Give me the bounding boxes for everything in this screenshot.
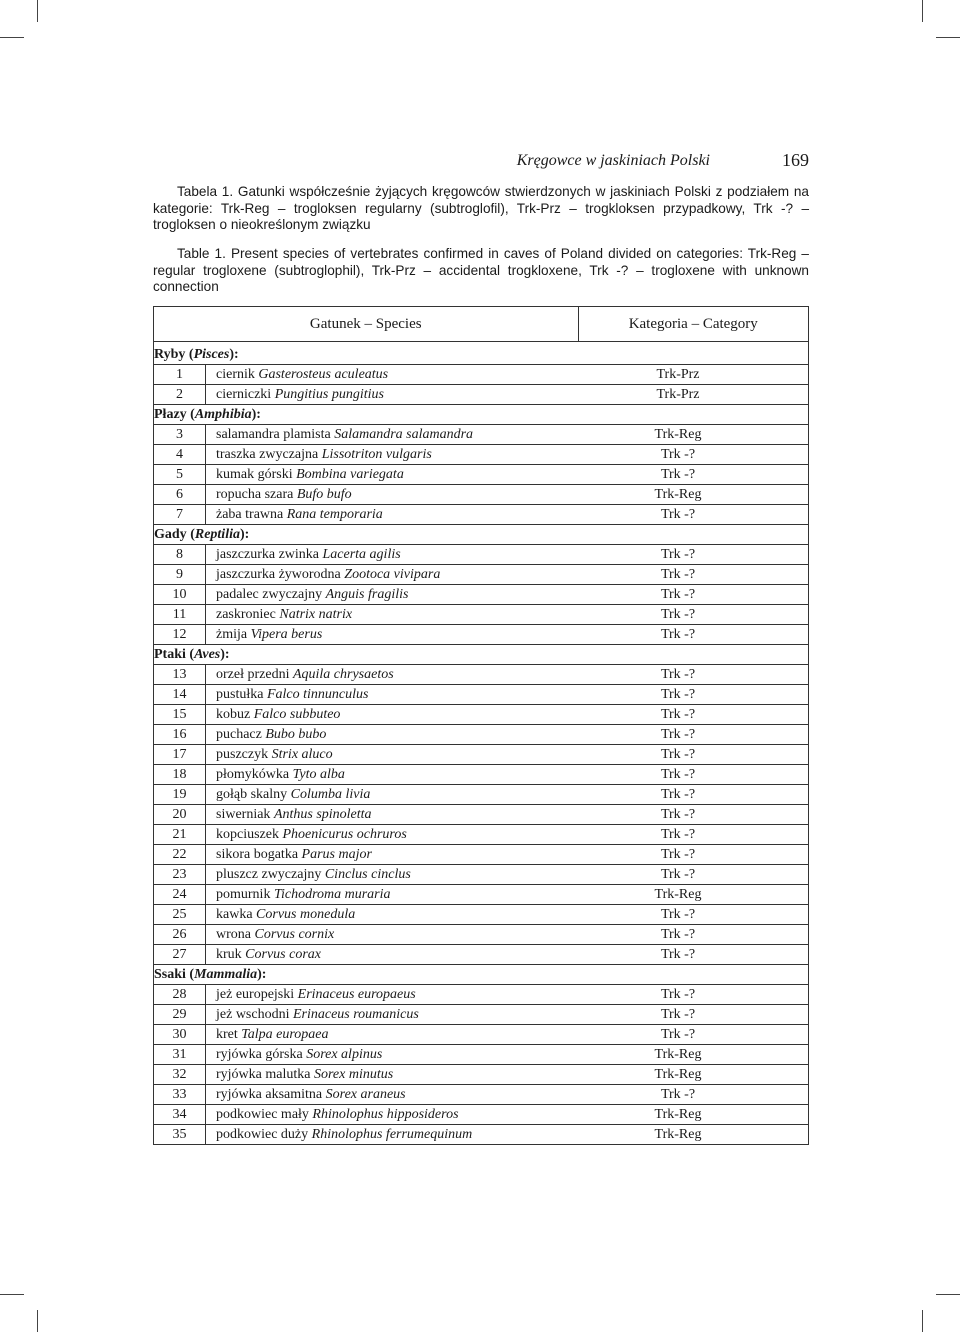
common-name: podkowiec duży bbox=[216, 1126, 309, 1142]
common-name: pluszcz zwyczajny bbox=[216, 866, 322, 882]
species-cell bbox=[206, 625, 579, 645]
table-row bbox=[154, 625, 809, 645]
group-latin-name: Aves bbox=[194, 646, 221, 662]
row-number: 3 bbox=[154, 425, 206, 445]
table-row bbox=[154, 1005, 809, 1025]
latin-name: Bubo bubo bbox=[265, 726, 327, 742]
row-number: 35 bbox=[154, 1125, 206, 1145]
common-name: zaskroniec bbox=[216, 606, 276, 622]
common-name: jaszczurka zwinka bbox=[216, 546, 319, 562]
common-name: sikora bogatka bbox=[216, 846, 299, 862]
row-number: 16 bbox=[154, 725, 206, 745]
category-cell: Trk-Reg bbox=[578, 885, 809, 905]
column-header-species: Gatunek – Species bbox=[154, 307, 579, 342]
species-cell bbox=[206, 1065, 579, 1085]
category-cell: Trk-Reg bbox=[578, 485, 809, 505]
category-cell: Trk -? bbox=[578, 845, 809, 865]
latin-name: Lacerta agilis bbox=[322, 546, 401, 562]
crop-mark bbox=[37, 1310, 38, 1332]
table-row bbox=[154, 665, 809, 685]
table-row bbox=[154, 745, 809, 765]
row-number: 30 bbox=[154, 1025, 206, 1045]
group-latin-name: Amphibia bbox=[194, 406, 252, 422]
group-row bbox=[154, 345, 809, 365]
category-cell: Trk -? bbox=[578, 865, 809, 885]
latin-name: Pungitius pungitius bbox=[274, 386, 384, 402]
table-row bbox=[154, 1045, 809, 1065]
table-body bbox=[154, 342, 809, 1145]
latin-name: Tichodroma muraria bbox=[273, 886, 391, 902]
page-header bbox=[153, 150, 809, 174]
common-name: jaszczurka żyworodna bbox=[216, 566, 341, 582]
row-number: 27 bbox=[154, 945, 206, 965]
row-number: 20 bbox=[154, 805, 206, 825]
page-number: 169 bbox=[782, 150, 809, 170]
category-cell: Trk-Reg bbox=[578, 1065, 809, 1085]
table-row bbox=[154, 865, 809, 885]
species-cell bbox=[206, 985, 579, 1005]
common-name: traszka zwyczajna bbox=[216, 446, 319, 462]
group-row bbox=[154, 645, 809, 665]
group-row bbox=[154, 965, 809, 985]
row-number: 7 bbox=[154, 505, 206, 525]
table-row bbox=[154, 885, 809, 905]
table-row bbox=[154, 465, 809, 485]
common-name: salamandra plamista bbox=[216, 426, 331, 442]
common-name: kawka bbox=[216, 906, 253, 922]
row-number: 10 bbox=[154, 585, 206, 605]
latin-name: Strix aluco bbox=[271, 746, 333, 762]
common-name: ciernik bbox=[216, 366, 255, 382]
latin-name: Parus major bbox=[301, 846, 372, 862]
common-name: cierniczki bbox=[216, 386, 272, 402]
latin-name: Tyto alba bbox=[292, 766, 345, 782]
group-latin-name: Reptilia bbox=[194, 526, 240, 542]
common-name: ryjówka aksamitna bbox=[216, 1086, 323, 1102]
common-name: ropucha szara bbox=[216, 486, 294, 502]
group-name: Gady bbox=[154, 526, 187, 542]
row-number: 5 bbox=[154, 465, 206, 485]
common-name: siwerniak bbox=[216, 806, 271, 822]
table-row bbox=[154, 925, 809, 945]
species-cell bbox=[206, 885, 579, 905]
table-row bbox=[154, 785, 809, 805]
table-row bbox=[154, 505, 809, 525]
species-cell bbox=[206, 1005, 579, 1025]
row-number: 23 bbox=[154, 865, 206, 885]
table-row bbox=[154, 565, 809, 585]
species-cell bbox=[206, 845, 579, 865]
row-number: 29 bbox=[154, 1005, 206, 1025]
common-name: ryjówka malutka bbox=[216, 1066, 311, 1082]
row-number: 22 bbox=[154, 845, 206, 865]
species-cell bbox=[206, 425, 579, 445]
row-number: 25 bbox=[154, 905, 206, 925]
row-number: 18 bbox=[154, 765, 206, 785]
category-cell: Trk -? bbox=[578, 925, 809, 945]
group-name: Ryby bbox=[154, 346, 186, 362]
group-name: Ssaki bbox=[154, 966, 186, 982]
latin-name: Falco subbuteo bbox=[253, 706, 341, 722]
category-cell: Trk -? bbox=[578, 685, 809, 705]
common-name: kopciuszek bbox=[216, 826, 279, 842]
common-name: ryjówka górska bbox=[216, 1046, 303, 1062]
category-cell: Trk -? bbox=[578, 505, 809, 525]
common-name: puchacz bbox=[216, 726, 262, 742]
table-row bbox=[154, 1025, 809, 1045]
latin-name: Anthus spinoletta bbox=[273, 806, 372, 822]
species-cell bbox=[206, 605, 579, 625]
common-name: podkowiec mały bbox=[216, 1106, 309, 1122]
crop-mark bbox=[37, 0, 38, 22]
latin-name: Columba livia bbox=[290, 786, 371, 802]
latin-name: Sorex araneus bbox=[325, 1086, 406, 1102]
crop-mark bbox=[936, 37, 960, 38]
latin-name: Rhinolophus hipposideros bbox=[312, 1106, 459, 1122]
table-row bbox=[154, 1105, 809, 1125]
species-cell bbox=[206, 1125, 579, 1145]
row-number: 28 bbox=[154, 985, 206, 1005]
species-table bbox=[153, 306, 809, 1145]
group-row bbox=[154, 525, 809, 545]
latin-name: Anguis fragilis bbox=[325, 586, 409, 602]
category-cell: Trk -? bbox=[578, 805, 809, 825]
common-name: jeż europejski bbox=[216, 986, 295, 1002]
species-cell bbox=[206, 685, 579, 705]
row-number: 21 bbox=[154, 825, 206, 845]
group-heading: Płazy (Amphibia): bbox=[154, 405, 809, 425]
latin-name: Natrix natrix bbox=[279, 606, 353, 622]
common-name: pomurnik bbox=[216, 886, 271, 902]
group-heading: Gady (Reptilia): bbox=[154, 525, 809, 545]
row-number: 14 bbox=[154, 685, 206, 705]
group-row bbox=[154, 405, 809, 425]
latin-name: Corvus corax bbox=[245, 946, 321, 962]
table-row bbox=[154, 1125, 809, 1145]
caption-label: Tabela 1. bbox=[177, 184, 234, 199]
table-row bbox=[154, 945, 809, 965]
common-name: żmija bbox=[216, 626, 248, 642]
species-cell bbox=[206, 725, 579, 745]
latin-name: Falco tinnunculus bbox=[266, 686, 369, 702]
table-row bbox=[154, 705, 809, 725]
species-cell bbox=[206, 485, 579, 505]
species-cell bbox=[206, 445, 579, 465]
latin-name: Phoenicurus ochruros bbox=[282, 826, 407, 842]
category-cell: Trk -? bbox=[578, 905, 809, 925]
row-number: 33 bbox=[154, 1085, 206, 1105]
table-header-row bbox=[154, 307, 809, 342]
common-name: pustułka bbox=[216, 686, 264, 702]
category-cell: Trk-Prz bbox=[578, 365, 809, 385]
latin-name: Aquila chrysaetos bbox=[292, 666, 394, 682]
latin-name: Gasterosteus aculeatus bbox=[258, 366, 389, 382]
table-row bbox=[154, 1085, 809, 1105]
table-row bbox=[154, 485, 809, 505]
table-row bbox=[154, 1065, 809, 1085]
group-name: Płazy bbox=[154, 406, 187, 422]
crop-mark bbox=[936, 1294, 960, 1295]
species-cell bbox=[206, 765, 579, 785]
species-cell bbox=[206, 705, 579, 725]
category-cell: Trk -? bbox=[578, 785, 809, 805]
row-number: 13 bbox=[154, 665, 206, 685]
latin-name: Sorex minutus bbox=[313, 1066, 394, 1082]
crop-mark bbox=[0, 37, 24, 38]
group-heading: Ptaki (Aves): bbox=[154, 645, 809, 665]
row-number: 31 bbox=[154, 1045, 206, 1065]
table-row bbox=[154, 385, 809, 405]
group-heading: Ssaki (Mammalia): bbox=[154, 965, 809, 985]
latin-name: Bombina variegata bbox=[296, 466, 404, 482]
species-cell bbox=[206, 505, 579, 525]
latin-name: Bufo bufo bbox=[296, 486, 352, 502]
species-cell bbox=[206, 1045, 579, 1065]
common-name: gołąb skalny bbox=[216, 786, 288, 802]
category-cell: Trk-Prz bbox=[578, 385, 809, 405]
category-cell: Trk -? bbox=[578, 605, 809, 625]
latin-name: Rhinolophus ferrumequinum bbox=[311, 1126, 473, 1142]
caption-text: Present species of vertebrates confirmed in caves of Poland divided on categories: Trk-Reg – regular trogloxene (subtroglophil), Trk-Prz – accidental trogkloxene, Trk -? – trogloxene with unknown connection bbox=[153, 246, 809, 294]
table-row bbox=[154, 585, 809, 605]
common-name: żaba trawna bbox=[216, 506, 284, 522]
common-name: kobuz bbox=[216, 706, 251, 722]
species-cell bbox=[206, 585, 579, 605]
species-cell bbox=[206, 785, 579, 805]
category-cell: Trk -? bbox=[578, 1005, 809, 1025]
latin-name: Rana temporaria bbox=[286, 506, 383, 522]
species-cell bbox=[206, 1085, 579, 1105]
caption-text: Gatunki współcześnie żyjących kręgowców stwierdzonych w jaskiniach Polski z podziałem na kategorie: Trk-Reg – trogloksen regularny (subtroglofil), Trk-Prz – trogkloksen przypadkowy, Trk -? – trogloksen o nieokreślonym związku bbox=[153, 184, 809, 232]
common-name: padalec zwyczajny bbox=[216, 586, 323, 602]
row-number: 17 bbox=[154, 745, 206, 765]
category-cell: Trk -? bbox=[578, 1025, 809, 1045]
table-row bbox=[154, 545, 809, 565]
row-number: 24 bbox=[154, 885, 206, 905]
common-name: płomykówka bbox=[216, 766, 290, 782]
species-cell bbox=[206, 745, 579, 765]
latin-name: Vipera berus bbox=[250, 626, 323, 642]
row-number: 32 bbox=[154, 1065, 206, 1085]
table-row bbox=[154, 445, 809, 465]
table-row bbox=[154, 905, 809, 925]
row-number: 8 bbox=[154, 545, 206, 565]
species-cell bbox=[206, 905, 579, 925]
common-name: kret bbox=[216, 1026, 238, 1042]
category-cell: Trk-Reg bbox=[578, 425, 809, 445]
latin-name: Sorex alpinus bbox=[306, 1046, 383, 1062]
common-name: jeż wschodni bbox=[216, 1006, 290, 1022]
table-row bbox=[154, 725, 809, 745]
table-row bbox=[154, 685, 809, 705]
latin-name: Salamandra salamandra bbox=[334, 426, 474, 442]
table-caption-english bbox=[153, 246, 809, 296]
table-row bbox=[154, 825, 809, 845]
crop-mark bbox=[0, 1294, 24, 1295]
group-heading: Ryby (Pisces): bbox=[154, 345, 809, 365]
caption-label: Table 1. bbox=[177, 246, 226, 261]
common-name: kumak górski bbox=[216, 466, 293, 482]
group-latin-name: Pisces bbox=[193, 346, 230, 362]
table-row bbox=[154, 605, 809, 625]
common-name: kruk bbox=[216, 946, 242, 962]
table-caption-polish bbox=[153, 184, 809, 234]
group-latin-name: Mammalia bbox=[194, 966, 258, 982]
species-cell bbox=[206, 865, 579, 885]
category-cell: Trk -? bbox=[578, 445, 809, 465]
category-cell: Trk -? bbox=[578, 585, 809, 605]
category-cell: Trk -? bbox=[578, 825, 809, 845]
species-cell bbox=[206, 925, 579, 945]
species-cell bbox=[206, 1105, 579, 1125]
category-cell: Trk -? bbox=[578, 545, 809, 565]
category-cell: Trk-Reg bbox=[578, 1125, 809, 1145]
row-number: 2 bbox=[154, 385, 206, 405]
category-cell: Trk -? bbox=[578, 705, 809, 725]
table-row bbox=[154, 845, 809, 865]
latin-name: Erinaceus europaeus bbox=[297, 986, 416, 1002]
species-cell bbox=[206, 565, 579, 585]
table-row bbox=[154, 365, 809, 385]
latin-name: Erinaceus roumanicus bbox=[292, 1006, 419, 1022]
crop-mark bbox=[922, 1310, 923, 1332]
category-cell: Trk -? bbox=[578, 1085, 809, 1105]
category-cell: Trk -? bbox=[578, 565, 809, 585]
category-cell: Trk -? bbox=[578, 745, 809, 765]
category-cell: Trk -? bbox=[578, 665, 809, 685]
species-cell bbox=[206, 1025, 579, 1045]
species-cell bbox=[206, 805, 579, 825]
species-cell bbox=[206, 385, 579, 405]
running-title: Kręgowce w jaskiniach Polski bbox=[516, 152, 710, 169]
category-cell: Trk -? bbox=[578, 465, 809, 485]
column-header-category: Kategoria – Category bbox=[578, 307, 809, 342]
crop-mark bbox=[922, 0, 923, 22]
row-number: 9 bbox=[154, 565, 206, 585]
table-row bbox=[154, 985, 809, 1005]
latin-name: Talpa europaea bbox=[241, 1026, 329, 1042]
group-name: Ptaki bbox=[154, 646, 186, 662]
row-number: 4 bbox=[154, 445, 206, 465]
table-row bbox=[154, 805, 809, 825]
species-cell bbox=[206, 825, 579, 845]
latin-name: Corvus monedula bbox=[256, 906, 356, 922]
row-number: 15 bbox=[154, 705, 206, 725]
row-number: 6 bbox=[154, 485, 206, 505]
latin-name: Cinclus cinclus bbox=[324, 866, 411, 882]
row-number: 19 bbox=[154, 785, 206, 805]
latin-name: Lissotriton vulgaris bbox=[321, 446, 432, 462]
common-name: orzeł przedni bbox=[216, 666, 290, 682]
row-number: 26 bbox=[154, 925, 206, 945]
species-cell bbox=[206, 545, 579, 565]
species-cell bbox=[206, 465, 579, 485]
species-cell bbox=[206, 365, 579, 385]
common-name: wrona bbox=[216, 926, 251, 942]
species-cell bbox=[206, 665, 579, 685]
category-cell: Trk -? bbox=[578, 985, 809, 1005]
latin-name: Zootoca vivipara bbox=[344, 566, 441, 582]
species-cell bbox=[206, 945, 579, 965]
table-row bbox=[154, 425, 809, 445]
row-number: 11 bbox=[154, 605, 206, 625]
row-number: 1 bbox=[154, 365, 206, 385]
category-cell: Trk -? bbox=[578, 725, 809, 745]
category-cell: Trk-Reg bbox=[578, 1105, 809, 1125]
table-row bbox=[154, 765, 809, 785]
row-number: 34 bbox=[154, 1105, 206, 1125]
category-cell: Trk -? bbox=[578, 625, 809, 645]
category-cell: Trk -? bbox=[578, 945, 809, 965]
common-name: puszczyk bbox=[216, 746, 269, 762]
latin-name: Corvus cornix bbox=[254, 926, 335, 942]
row-number: 12 bbox=[154, 625, 206, 645]
category-cell: Trk-Reg bbox=[578, 1045, 809, 1065]
category-cell: Trk -? bbox=[578, 765, 809, 785]
